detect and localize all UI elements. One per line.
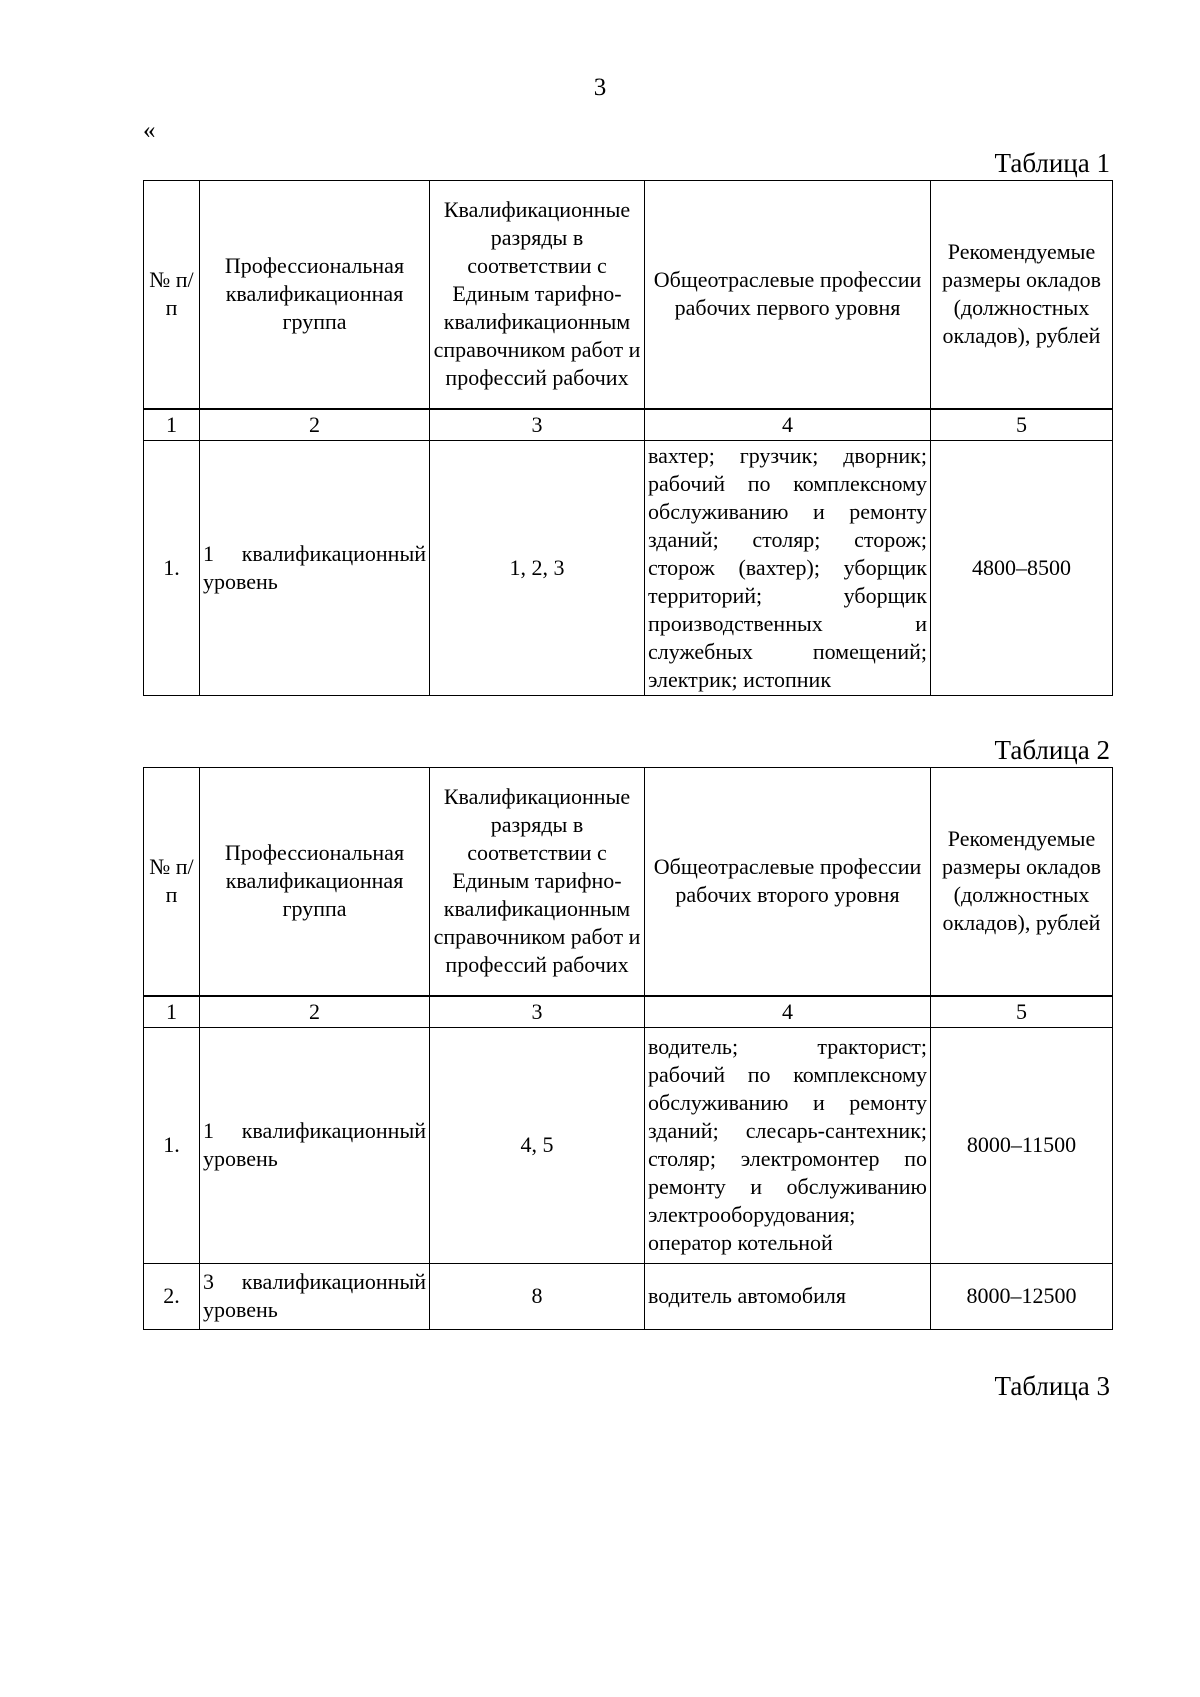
table-2-column-numbers xyxy=(144,996,1113,1028)
row-group: 1 квалификационный уровень xyxy=(200,1027,430,1263)
column-number: 5 xyxy=(931,996,1113,1028)
row-num: 1. xyxy=(144,440,200,695)
header-professions: Общеотраслевые профессии рабочих первого уровня xyxy=(645,181,931,409)
row-salary: 8000–11500 xyxy=(931,1027,1113,1263)
column-number: 5 xyxy=(931,409,1113,441)
column-number: 1 xyxy=(144,409,200,441)
row-grades: 8 xyxy=(430,1263,645,1329)
row-salary: 8000–12500 xyxy=(931,1263,1113,1329)
opening-quote: « xyxy=(143,117,156,144)
table-2 xyxy=(143,767,1113,1330)
column-number: 1 xyxy=(144,996,200,1028)
table-1-column-numbers xyxy=(144,409,1113,441)
table-row xyxy=(144,1027,1113,1263)
table-2-header-row xyxy=(144,768,1113,996)
header-num: № п/п xyxy=(144,181,200,409)
row-grades: 4, 5 xyxy=(430,1027,645,1263)
row-professions: водитель; тракторист; рабочий по комплексному обслуживанию и ремонту зданий; слесарь-сантехник; столяр; электромонтер по ремонту и обслуживанию электрооборудования; оператор котельной xyxy=(645,1027,931,1263)
row-professions: вахтер; грузчик; дворник; рабочий по комплексному обслуживанию и ремонту зданий; столяр; сторож; сторож (вахтер); уборщик территорий; уборщик производственных и служебных помещений; электрик; истопник xyxy=(645,440,931,695)
row-num: 2. xyxy=(144,1263,200,1329)
header-group: Профессиональная квалификационная группа xyxy=(200,181,430,409)
table-row xyxy=(144,1263,1113,1329)
header-professions: Общеотраслевые профессии рабочих второго уровня xyxy=(645,768,931,996)
header-salary: Рекомендуемые размеры окладов (должностных окладов), рублей xyxy=(931,181,1113,409)
row-group: 1 квалификационный уровень xyxy=(200,440,430,695)
table-1-header-row xyxy=(144,181,1113,409)
column-number: 2 xyxy=(200,409,430,441)
table-2-caption: Таблица 2 xyxy=(994,735,1110,765)
table-row xyxy=(144,440,1113,695)
header-group: Профессиональная квалификационная группа xyxy=(200,768,430,996)
column-number: 3 xyxy=(430,409,645,441)
row-num: 1. xyxy=(144,1027,200,1263)
header-num: № п/п xyxy=(144,768,200,996)
column-number: 4 xyxy=(645,409,931,441)
page-number: 3 xyxy=(593,74,607,101)
table-1 xyxy=(143,180,1113,696)
column-number: 3 xyxy=(430,996,645,1028)
column-number: 4 xyxy=(645,996,931,1028)
header-grades: Квалификационные разряды в соответствии с Единым тарифно-квалификационным справочником работ и профессий рабочих xyxy=(430,181,645,409)
row-grades: 1, 2, 3 xyxy=(430,440,645,695)
row-salary: 4800–8500 xyxy=(931,440,1113,695)
header-salary: Рекомендуемые размеры окладов (должностных окладов), рублей xyxy=(931,768,1113,996)
header-grades: Квалификационные разряды в соответствии с Единым тарифно-квалификационным справочником работ и профессий рабочих xyxy=(430,768,645,996)
row-group: 3 квалификационный уровень xyxy=(200,1263,430,1329)
column-number: 2 xyxy=(200,996,430,1028)
table-1-caption: Таблица 1 xyxy=(994,148,1110,178)
row-professions: водитель автомобиля xyxy=(645,1263,931,1329)
table-3-caption: Таблица 3 xyxy=(994,1371,1110,1401)
